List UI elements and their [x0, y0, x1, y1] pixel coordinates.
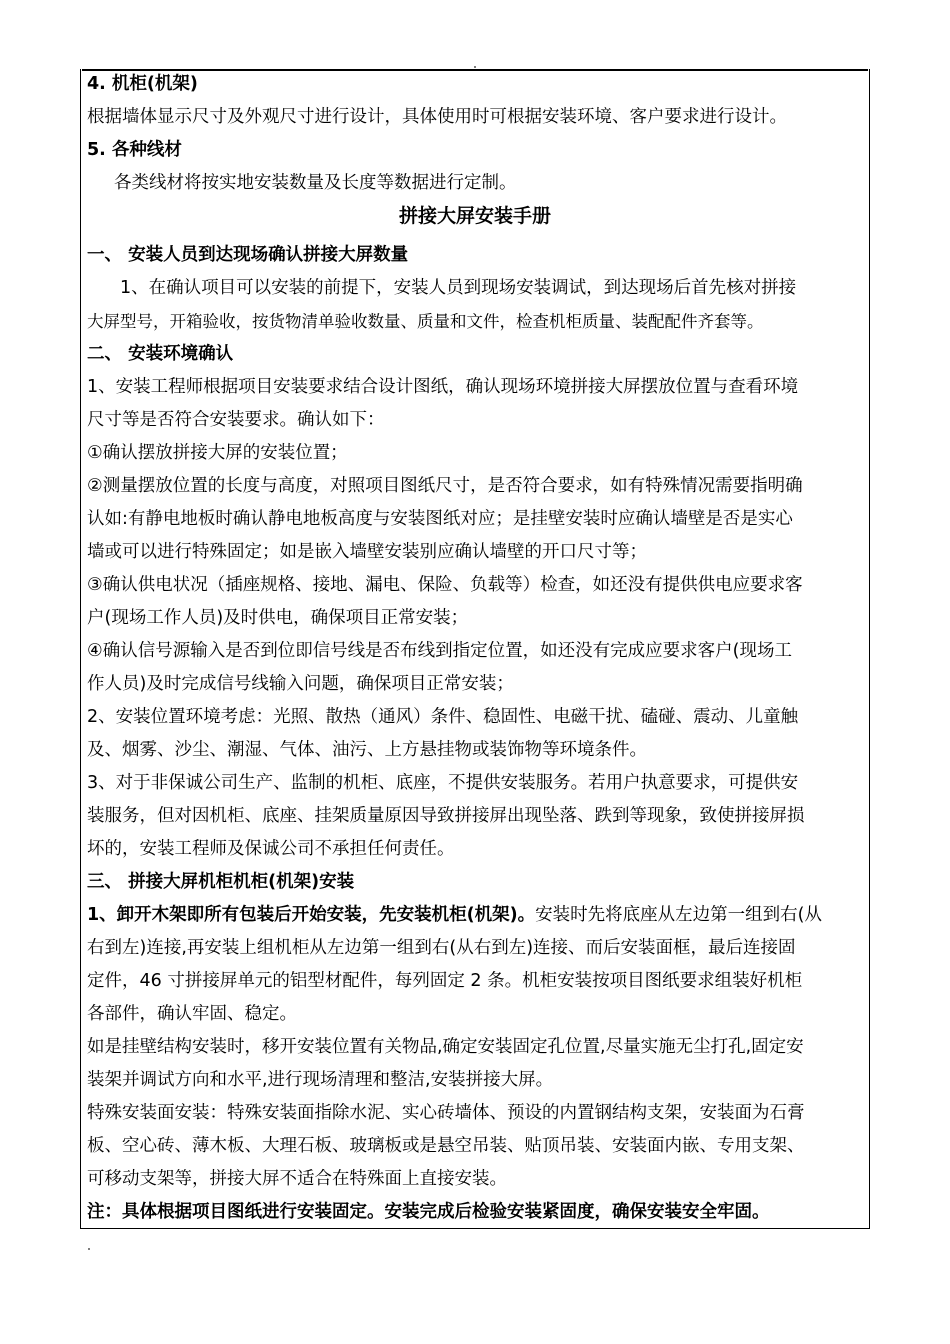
part-2-line-7: ③确认供电状况（插座规格、接地、漏电、保险、负载等）检查，如还没有提供供电应要求客	[87, 575, 803, 595]
part-2-line-11: 2、安装位置环境考虑：光照、散热（通风）条件、稳固性、电磁干扰、磕碰、震动、儿童触	[87, 707, 799, 727]
part-3-line-8: 板、空心砖、薄木板、大理石板、玻璃板或是悬空吊装、贴顶吊装、安装面内嵌、专用支架、	[87, 1136, 805, 1156]
part-2-line-1: 1、安装工程师根据项目安装要求结合设计图纸，确认现场环境拼接大屏摆放位置与查看环境	[87, 377, 799, 397]
part-3-line-4: 各部件，确认牢固、稳定。	[87, 1004, 297, 1024]
part-3-line-3: 定件，46 寸拼接屏单元的铝型材配件，每列固定 2 条。机柜安装按项目图纸要求组装好机柜	[87, 971, 803, 991]
section-5-title: 5. 各种线材	[87, 140, 182, 160]
section-4-title: 4. 机柜(机架)	[87, 74, 198, 94]
section-4-text: 根据墙体显示尺寸及外观尺寸进行设计，具体使用时可根据安装环境、客户要求进行设计。	[87, 107, 787, 127]
part-3-line-2: 右到左)连接,再安装上组机柜从左边第一组到右(从右到左)连接、而后安装面框，最后连接固	[87, 938, 796, 958]
part-3-line-6: 装架并调试方向和水平,进行现场清理和整洁,安装拼接大屏。	[87, 1070, 554, 1090]
part-1-heading: 一、 安装人员到达现场确认拼接大屏数量	[87, 245, 409, 265]
part-3-line-9: 可移动支架等，拼接大屏不适合在特殊面上直接安装。	[87, 1169, 507, 1189]
part-2-line-3: ①确认摆放拼接大屏的安装位置；	[87, 443, 348, 463]
part-2-line-6: 墙或可以进行特殊固定；如是嵌入墙壁安装别应确认墙壁的开口尺寸等；	[87, 542, 647, 562]
part-3-line-1-rest: 安装时先将底座从左边第一组到右(从	[535, 905, 822, 925]
part-3-line-5: 如是挂壁结构安装时，移开安装位置有关物品,确定安装固定孔位置,尽量实施无尘打孔,固定安	[87, 1037, 804, 1057]
part-2-line-12: 及、烟雾、沙尘、潮湿、气体、油污、上方悬挂物或装饰物等环境条件。	[87, 740, 647, 760]
part-2-line-2: 尺寸等是否符合安装要求。确认如下：	[87, 410, 385, 430]
part-2-line-4: ②测量摆放位置的长度与高度，对照项目图纸尺寸，是否符合要求，如有特殊情况需要指明确	[87, 476, 803, 496]
part-2-line-14: 装服务，但对因机柜、底座、挂架质量原因导致拼接屏出现坠落、跌到等现象，致使拼接屏损	[87, 806, 805, 826]
part-1-line-2: 大屏型号，开箱验收，按货物清单验收数量、质量和文件，检查机柜质量、装配配件齐套等。	[87, 312, 764, 331]
part-2-line-13: 3、对于非保诚公司生产、监制的机柜、底座，不提供安装服务。若用户执意要求，可提供安	[87, 773, 799, 793]
note: 注：具体根据项目图纸进行安装固定。安装完成后检验安装紧固度，确保安装安全牢固。	[87, 1202, 770, 1222]
section-5-text: 各类线材将按实地安装数量及长度等数据进行定制。	[114, 173, 517, 193]
part-2-line-8: 户(现场工作人员)及时供电，确保项目正常安装；	[87, 608, 469, 628]
part-2-line-10: 作人员)及时完成信号线输入问题，确保项目正常安装；	[87, 674, 514, 694]
part-1-line-1: 1、在确认项目可以安装的前提下，安装人员到现场安装调试，到达现场后首先核对拼接	[120, 278, 797, 298]
part-2-line-9: ④确认信号源输入是否到位即信号线是否布线到指定位置，如还没有完成应要求客户(现场工	[87, 641, 793, 661]
part-3-heading: 三、 拼接大屏机柜机柜(机架)安装	[87, 872, 355, 892]
part-2-line-5: 认如:有静电地板时确认静电地板高度与安装图纸对应；是挂壁安装时应确认墙壁是否是实心	[87, 509, 793, 529]
part-3-line-1-bold: 1、卸开木架即所有包装后开始安装，先安装机柜(机架)。	[87, 905, 536, 925]
part-2-line-15: 坏的，安装工程师及保诚公司不承担任何责任。	[87, 839, 455, 859]
manual-title: 拼接大屏安装手册	[398, 205, 551, 227]
part-3-line-1	[87, 899, 869, 932]
part-2-heading: 二、 安装环境确认	[87, 344, 234, 364]
page-mark-bottom	[88, 1248, 90, 1250]
part-3-line-7: 特殊安装面安装：特殊安装面指除水泥、实心砖墙体、预设的内置钢结构支架，安装面为石膏	[87, 1103, 805, 1123]
